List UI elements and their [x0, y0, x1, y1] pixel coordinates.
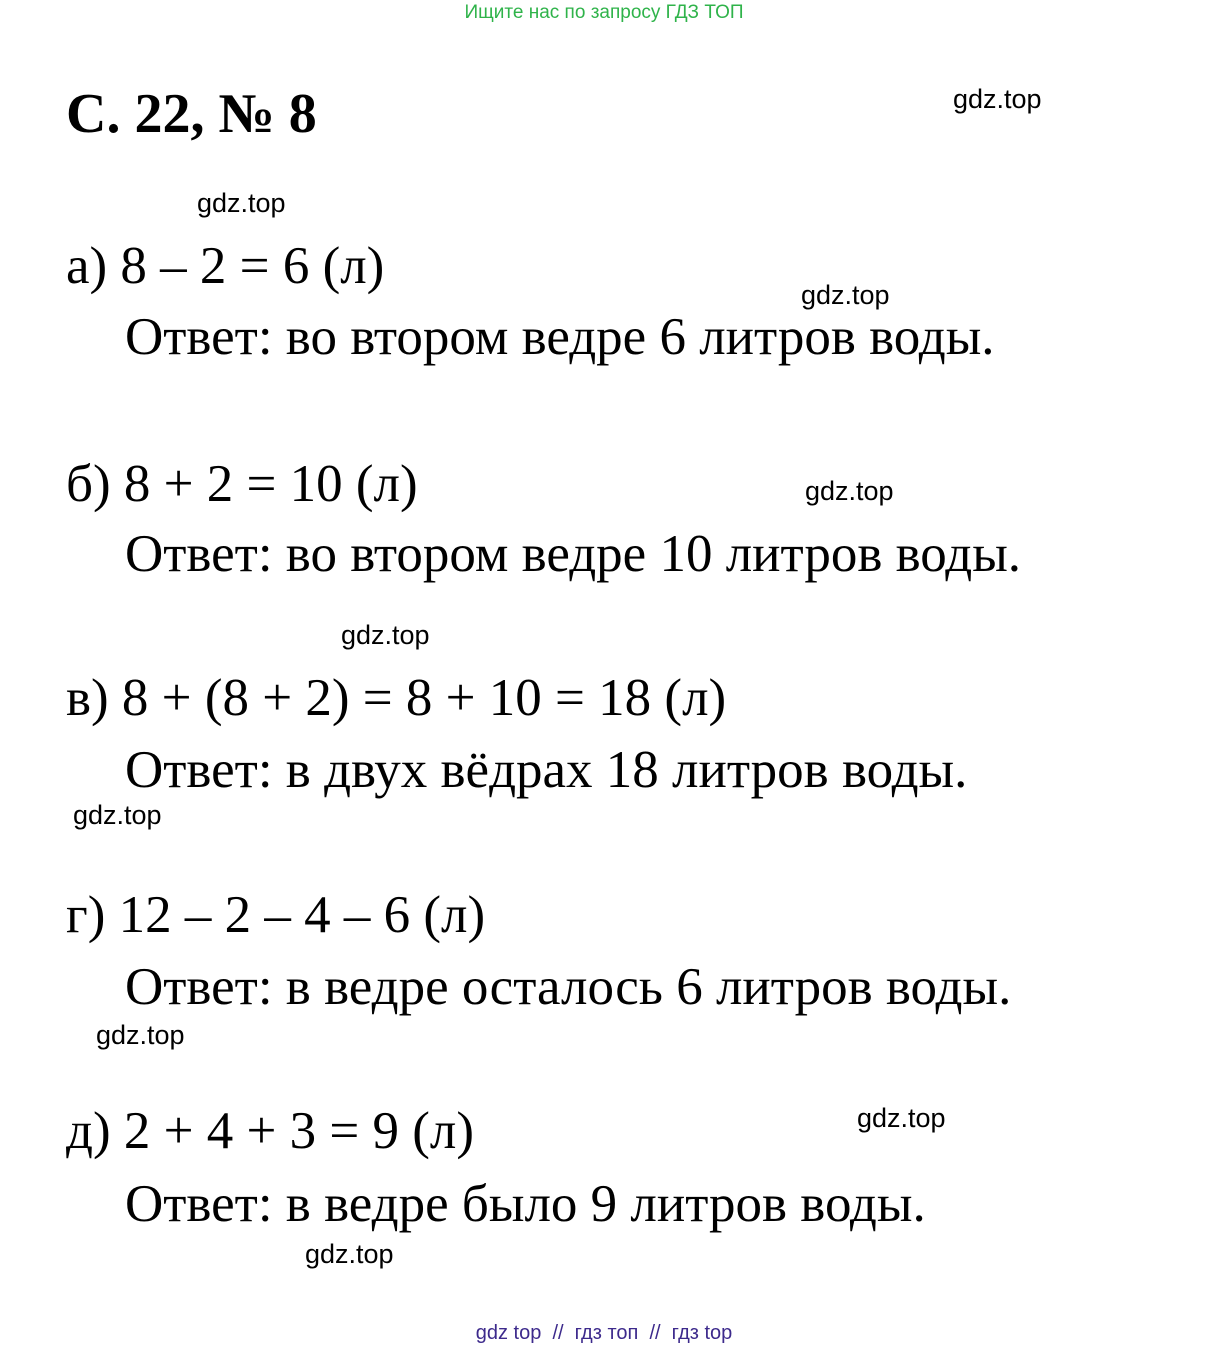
- answer-c: Ответ: в двух вёдрах 18 литров воды.: [125, 741, 968, 799]
- watermark-text: gdz.top: [805, 476, 894, 506]
- watermark-text: gdz.top: [73, 800, 162, 830]
- equation-d: г) 12 – 2 – 4 – 6 (л): [66, 886, 486, 944]
- answer-e: Ответ: в ведре было 9 литров воды.: [125, 1175, 926, 1233]
- answer-a: Ответ: во втором ведре 6 литров воды.: [125, 308, 995, 366]
- answer-d: Ответ: в ведре осталось 6 литров воды.: [125, 958, 1012, 1016]
- watermark-text: gdz.top: [305, 1239, 394, 1269]
- equation-e: д) 2 + 4 + 3 = 9 (л): [66, 1102, 475, 1160]
- watermark-text: gdz.top: [341, 620, 430, 650]
- watermark-text: gdz.top: [857, 1103, 946, 1133]
- footer-links: gdz top // гдз топ // гдз top: [475, 1322, 733, 1344]
- equation-a: а) 8 – 2 = 6 (л): [66, 237, 385, 295]
- answer-b: Ответ: во втором ведре 10 литров воды.: [125, 525, 1022, 583]
- top-banner: Ищите нас по запросу ГДЗ ТОП: [464, 2, 744, 23]
- watermark-text: gdz.top: [197, 188, 286, 218]
- equation-b: б) 8 + 2 = 10 (л): [66, 455, 418, 513]
- watermark-text: gdz.top: [96, 1020, 185, 1050]
- watermark-text: gdz.top: [953, 84, 1042, 114]
- page-title: С. 22, № 8: [66, 83, 317, 145]
- watermark-text: gdz.top: [801, 280, 890, 310]
- equation-c: в) 8 + (8 + 2) = 8 + 10 = 18 (л): [66, 669, 727, 727]
